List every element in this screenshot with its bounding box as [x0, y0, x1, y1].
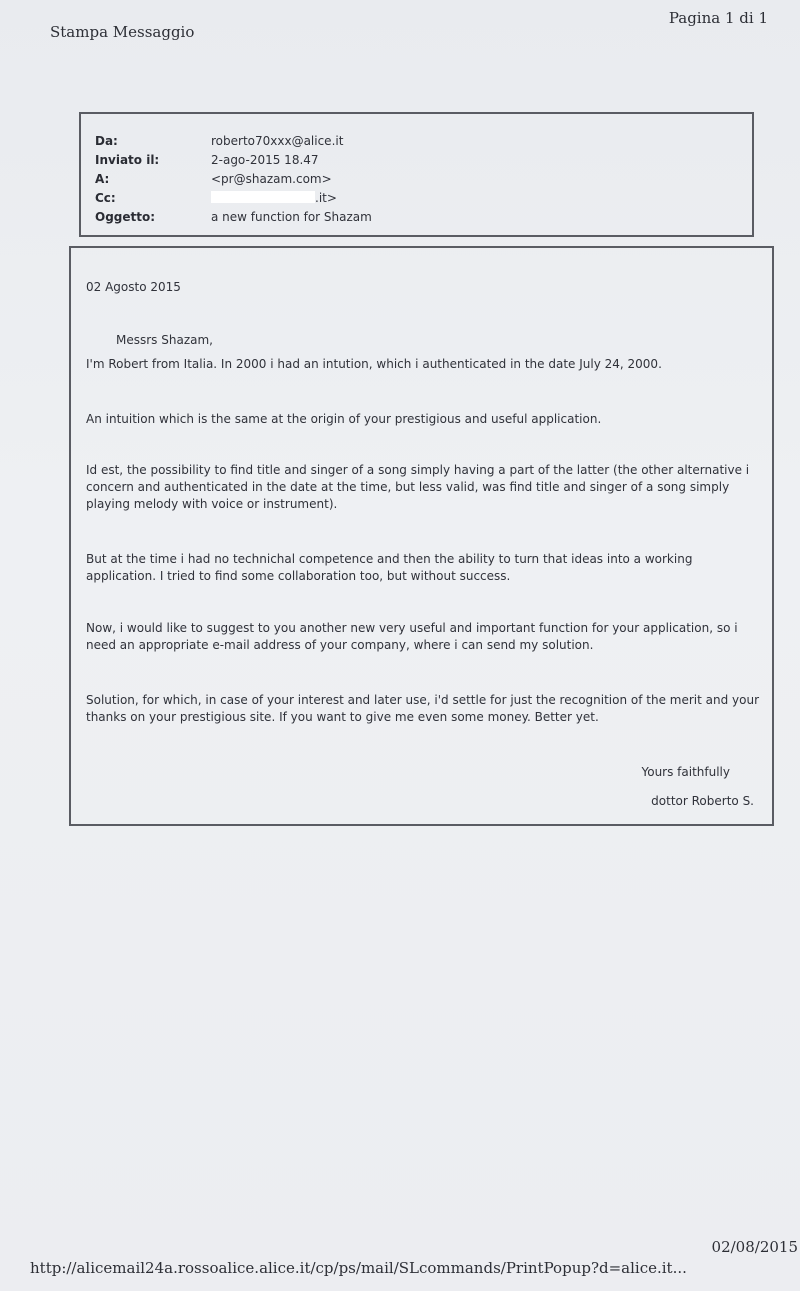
cc-value: .it> — [315, 191, 337, 205]
subject-label: Oggetto: — [95, 210, 156, 224]
from-value: roberto70xxx@alice.it — [211, 134, 344, 148]
letter-salutation: Messrs Shazam, — [116, 333, 213, 347]
redaction-block — [211, 191, 315, 203]
letter-paragraph: But at the time i had no technichal competence and then the ability to turn that ideas into a working application. I tried to find some collaboration too, but without success. — [86, 552, 693, 583]
footer-url: http://alicemail24a.rossoalice.alice.it/cp/ps/mail/SLcommands/PrintPopup?d=alice.it... — [30, 1259, 687, 1277]
sent-label: Inviato il: — [95, 153, 160, 167]
message-body — [69, 246, 774, 826]
letter-date: 02 Agosto 2015 — [86, 280, 181, 294]
letter-signature: dottor Roberto S. — [651, 794, 754, 808]
message-header — [79, 112, 754, 237]
letter-paragraph: I'm Robert from Italia. In 2000 i had an intution, which i authenticated in the date July 24, 2000. — [86, 357, 662, 371]
letter-paragraph: An intuition which is the same at the origin of your prestigious and useful application. — [86, 412, 602, 426]
subject-value: a new function for Shazam — [211, 210, 372, 224]
letter-paragraph: Solution, for which, in case of your interest and later use, i'd settle for just the recognition of the merit and your thanks on your prestigious site. If you want to give me even some money. Better yet. — [86, 693, 760, 724]
letter-paragraph: Id est, the possibility to find title and singer of a song simply having a part of the latter (the other alternative i concern and authenticated in the date at the time, but less valid, was find title and singer of a song simply playing melody with voice or instrument). — [86, 463, 750, 511]
print-title: Stampa Messaggio — [50, 23, 195, 41]
to-value: <pr@shazam.com> — [211, 172, 332, 186]
cc-label: Cc: — [95, 191, 116, 205]
cc-value-wrap — [211, 191, 337, 205]
footer-date: 02/08/2015 — [711, 1238, 798, 1256]
letter-paragraph: Now, i would like to suggest to you another new very useful and important function for your application, so i need an appropriate e-mail address of your company, where i can send my solution. — [86, 621, 738, 652]
sent-value: 2-ago-2015 18.47 — [211, 153, 319, 167]
page-number: Pagina 1 di 1 — [668, 9, 768, 27]
letter-closing: Yours faithfully — [641, 765, 730, 779]
to-label: A: — [95, 172, 110, 186]
from-label: Da: — [95, 134, 118, 148]
